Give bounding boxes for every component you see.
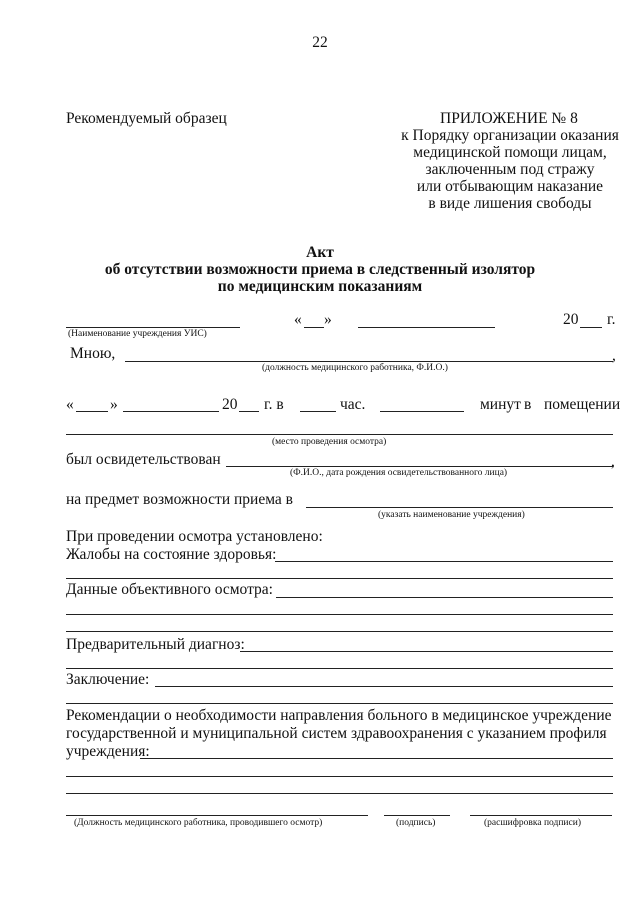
place-caption: (место проведения осмотра) (272, 437, 387, 447)
by-me-caption: (должность медицинского работника, Ф.И.О.) (262, 363, 448, 373)
recommendations-line (140, 758, 613, 759)
recommendations-line-3: учреждения: (66, 743, 150, 760)
institution-line (66, 327, 240, 328)
recommendations-line-1: Рекомендации о необходимости направления больного в медицинское учреждение (66, 707, 612, 724)
time-month-line (123, 411, 219, 412)
examined-line (226, 466, 613, 467)
appendix-title: ПРИЛОЖЕНИЕ № 8 (440, 110, 578, 127)
objective-line (276, 597, 613, 598)
decoding-caption: (расшифровка подписи) (484, 818, 581, 828)
complaints-line (275, 561, 613, 562)
subject-label: на предмет возможности приема в (66, 491, 293, 508)
by-me-line (125, 361, 613, 362)
institution-caption: (Наименование учреждения УИС) (68, 329, 207, 339)
day-line (304, 327, 324, 328)
recommendations-line (66, 793, 613, 794)
time-day-line (76, 411, 108, 412)
minute-label: минут (480, 396, 521, 413)
subject-caption: (указать наименование учреждения) (378, 510, 525, 520)
recommended-sample-label: Рекомендуемый образец (66, 110, 227, 127)
hour-line (300, 411, 336, 412)
by-me-comma: , (612, 347, 616, 364)
appendix-line: или отбывающим наказание (416, 178, 604, 195)
act-subtitle: по медицинским показаниям (217, 278, 423, 295)
room-label: помещении (544, 396, 621, 413)
year-suffix: г. (607, 311, 616, 328)
diagnosis-line (240, 651, 613, 652)
complaints-line (66, 578, 613, 579)
page-number: 22 (312, 34, 328, 51)
diagnosis-label: Предварительный диагноз: (66, 636, 245, 653)
complaints-label: Жалобы на состояние здоровья: (66, 546, 277, 563)
in-label: в (524, 396, 532, 413)
signature-line (384, 815, 450, 816)
place-line (66, 434, 613, 435)
established-label: При проведении осмотра установлено: (66, 528, 323, 545)
appendix-line: к Порядку организации оказания (401, 127, 619, 144)
appendix-line: заключенным под стражу (425, 161, 595, 178)
date-quote-open: « (294, 311, 302, 328)
position-signature-line (66, 815, 368, 816)
position-caption: (Должность медицинского работника, проводившего осмотр) (74, 818, 323, 828)
by-me-label: Мною, (70, 345, 116, 362)
appendix-line: в виде лишения свободы (428, 195, 592, 212)
month-line (358, 327, 495, 328)
time-year-line (239, 411, 259, 412)
minute-line (380, 411, 464, 412)
subject-line (306, 507, 613, 508)
examined-comma: , (611, 453, 615, 470)
objective-label: Данные объективного осмотра: (66, 581, 273, 598)
recommendations-line-2: государственной и муниципальной систем здравоохранения с указанием профиля (66, 725, 607, 742)
time-quote-open: « (66, 396, 74, 413)
time-year-prefix: 20 (222, 396, 238, 413)
year-line (580, 327, 602, 328)
conclusion-label: Заключение: (66, 671, 150, 688)
hour-label: час. (340, 396, 366, 413)
examined-caption: (Ф.И.О., дата рождения освидетельствованного лица) (290, 468, 508, 478)
act-subtitle: об отсутствии возможности приема в следственный изолятор (104, 261, 536, 278)
diagnosis-line (66, 668, 613, 669)
date-quote-close: » (324, 311, 332, 328)
recommendations-line (66, 776, 613, 777)
appendix-line: медицинской помощи лицам, (413, 144, 607, 161)
decoding-line (470, 815, 612, 816)
objective-line (66, 631, 613, 632)
act-title: Акт (306, 244, 334, 261)
conclusion-line (66, 703, 613, 704)
time-quote-close: » (110, 396, 118, 413)
year-prefix: 20 (563, 311, 579, 328)
time-year-text: г. в (264, 396, 284, 413)
objective-line (66, 614, 613, 615)
conclusion-line (155, 686, 613, 687)
signature-caption: (подпись) (396, 818, 436, 828)
examined-label: был освидетельствован (66, 451, 221, 468)
